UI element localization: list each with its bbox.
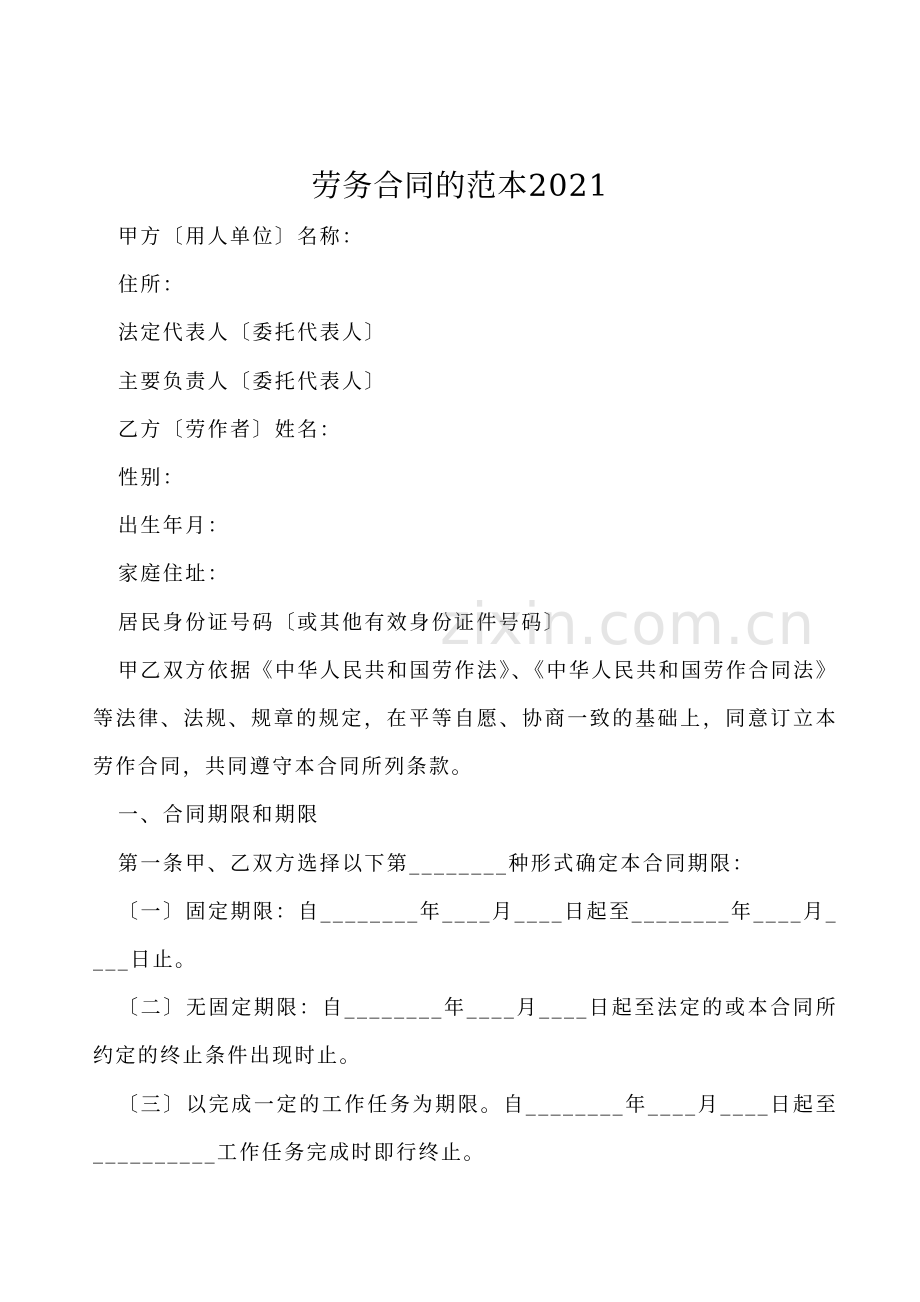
principal-person: 主要负责人〔委托代表人〕 <box>118 368 387 393</box>
document-title: 劳务合同的范本2021 <box>311 169 609 204</box>
party-a-name: 甲方〔用人单位〕名称： <box>118 224 365 248</box>
watermark: zixin.com.cn <box>440 590 816 658</box>
party-a-address: 住所： <box>118 272 186 297</box>
party-b-gender: 性别： <box>118 465 186 490</box>
party-b-birth: 出生年月： <box>118 513 230 538</box>
article-one: 第一条甲、乙双方选择以下第________种形式确定本合同期限： <box>118 850 755 875</box>
term-option-fixed: 〔一〕固定期限：自________年____月____日起至________年____月____日止。 <box>93 898 838 972</box>
term-option-task-based: 〔三〕以完成一定的工作任务为期限。自________年____月____日起至__________工作任务完成时即行终止。 <box>93 1091 838 1164</box>
legal-representative: 法定代表人〔委托代表人〕 <box>118 320 387 345</box>
party-b-home-address: 家庭住址： <box>118 561 230 586</box>
party-b-id-number: 居民身份证号码〔或其他有效身份证件号码〕 <box>118 609 566 634</box>
party-b-name: 乙方〔劳作者〕姓名： <box>118 416 342 441</box>
contract-preamble: 甲乙双方依据《中华人民共和国劳作法》、《中华人民共和国劳作合同法》等法律、法规、规章的规定，在平等自愿、协商一致的基础上，同意订立本劳作合同，共同遵守本合同所列条款。 <box>93 657 838 779</box>
term-option-open-ended: 〔二〕无固定期限：自________年____月____日起至法定的或本合同所约定的终止条件出现时止。 <box>93 995 838 1068</box>
section-heading-term: 一、合同期限和期限 <box>118 802 320 827</box>
document-body <box>93 212 838 1176</box>
